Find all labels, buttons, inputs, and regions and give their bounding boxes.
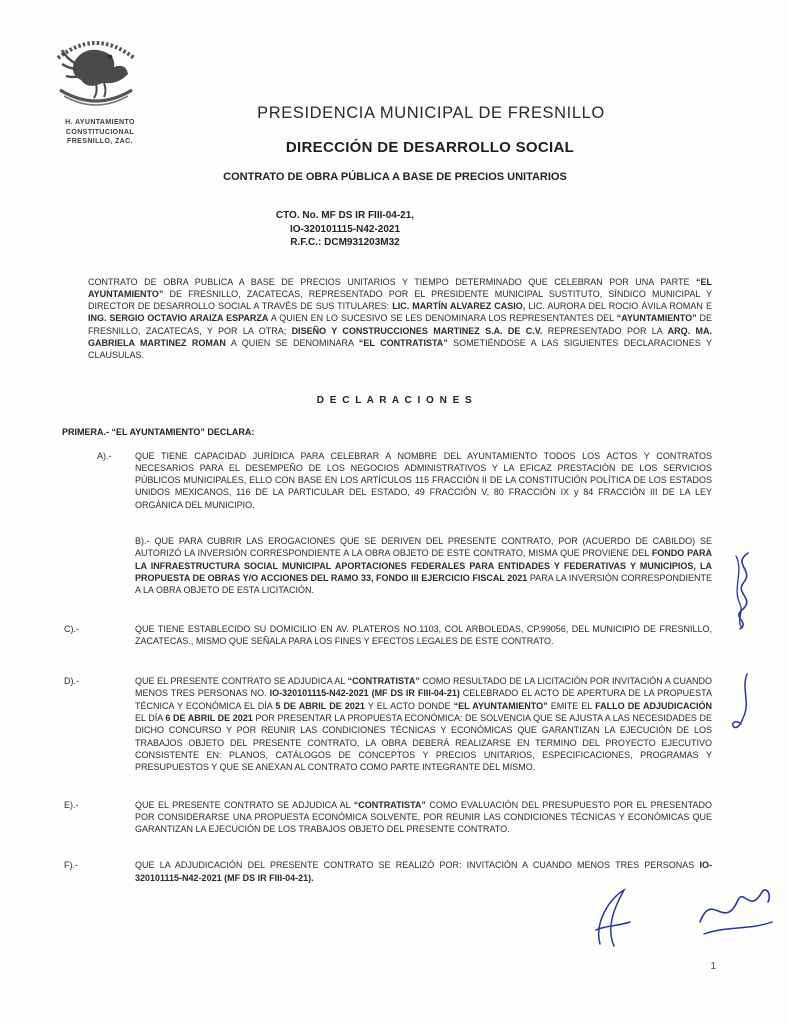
- clause-c-row: [64, 623, 712, 648]
- contract-type-heading: CONTRATO DE OBRA PÚBLICA A BASE DE PRECIOS UNITARIOS: [223, 171, 567, 183]
- clause-f-label: F).-: [64, 860, 78, 871]
- page-number: 1: [710, 961, 716, 972]
- signature-ink-mark-3: [590, 886, 638, 950]
- signature-ink-mark-1: [714, 550, 766, 632]
- municipal-seal-icon: [44, 24, 148, 116]
- clause-d-body: QUE EL PRESENTE CONTRATO SE ADJUDICA AL “CONTRATISTA” COMO RESULTADO DE LA LICITACIÓN POR INVITACIÓN A CUANDO MENOS TRES PERSONAS NO. IO-320101115-N42-2021 (MF DS IR FIII-04-21) CELEBRADO EL ACTO DE APERTURA DE LA PROPUESTA TÉCNICA Y ECONÓMICA EL DÍA 5 DE ABRIL DE 2021 Y EL ACTO DONDE “EL AYUNTAMIENTO” EMITE EL FALLO DE ADJUDICACIÓN EL DÍA 6 DE ABRIL DE 2021 POR PRESENTAR LA PROPUESTA ECONÓMICA: DE SOLVENCIA QUE SE AJUSTA A LAS NECESIDADES DE DICHO CONCURSO Y POR REUNIR LAS CONDICIONES TÉCNICAS Y ECONÓMICAS QUE GARANTIZAN LA EJECUCIÓN DE LOS TRABAJOS OBJETO DEL PRESENTE CONTRATO, LA OBRA DEBERÁ REALIZARSE EN TERMINO DEL PROYECTO EJECUTIVO CONSISTENTE EN: PLANOS, CATÁLOGOS DE CONCEPTOS Y PRECIOS UNITARIOS, ESPECIFICACIONES, PROGRAMAS Y PRESUPUESTOS Y QUE SE ANEXAN AL CONTRATO COMO PARTE INTEGRANTE DEL MISMO.: [135, 676, 713, 773]
- clause-a-label: A).-: [97, 450, 112, 461]
- clause-f-row: [64, 859, 712, 884]
- contract-number-line: IO-320101115-N42-2021: [289, 223, 401, 235]
- primera-declaration-heading: PRIMERA.- “EL AYUNTAMIENTO” DECLARA:: [62, 426, 255, 437]
- contract-rfc-line: R.F.C.: DCM931203M32: [290, 237, 400, 248]
- seal-caption-line: H. AYUNTAMIENTO: [65, 119, 135, 126]
- seal-caption: [32, 118, 168, 147]
- clause-d-label: D).-: [64, 676, 79, 687]
- signature-ink-mark-2: [727, 672, 761, 734]
- department-subtitle: DIRECCIÓN DE DESARROLLO SOCIAL: [285, 139, 575, 156]
- clause-f-body: QUE LA ADJUDICACIÓN DEL PRESENTE CONTRATO SE REALIZÓ POR: INVITACIÓN A CUANDO MENOS TRES PERSONAS IO-320101115-N42-2021 (MF DS IR FIII-04-21).: [135, 860, 712, 883]
- clause-c-body: QUE TIENE ESTABLECIDO SU DOMICILIO EN AV. PLATEROS NO.1103, COL ARBOLEDAS, CP.99056, DEL MUNICIPIO DE FRESNILLO, ZACATECAS., MISMO QUE SEÑALA PARA LOS FINES Y EFECTOS LEGALES DE ESTE CONTRATO.: [135, 623, 712, 646]
- clause-e-label: E).-: [64, 799, 79, 810]
- clause-e-body: QUE EL PRESENTE CONTRATO SE ADJUDICA AL “CONTRATISTA” COMO EVALUACIÓN DEL PRESUPUESTO POR EL PRESENTADO POR CONSIDERARSE UNA PROPUESTA ECONÓMICA SOLVENTE, POR REUNIR LAS CONDICIONES TÉCNICAS Y ECONÓMICAS QUE GARANTIZAN LA EJECUCIÓN DE LOS TRABAJOS OBJETO DEL PRESENTE CONTRATO.: [135, 799, 712, 835]
- contract-number-block: [0, 209, 690, 250]
- intro-paragraph: CONTRATO DE OBRA PUBLICA A BASE DE PRECIOS UNITARIOS Y TIEMPO DETERMINADO QUE CELEBRAN POR UNA PARTE “EL AYUNTAMIENTO” DE FRESNILLO, ZACATECAS, REPRESENTADO POR EL PRESIDENTE MUNICIPAL SUSTITUTO, SÍNDICO MUNICIPAL Y DIRECTOR DE DESARROLLO SOCIAL A TRAVÉS DE SUS TITULARES: LIC. MARTÍN ALVAREZ CASIO, LIC. AURORA DEL ROCIO ÁVILA ROMAN E ING. SERGIO OCTAVIO ARAIZA ESPARZA A QUIEN EN LO SUCESIVO SE LES DENOMINARA LOS REPRESENTANTES DEL “AYUNTAMIENTO” DE FRESNILLO, ZACATECAS, Y POR LA OTRA; DISEÑO Y CONSTRUCCIONES MARTINEZ S.A. DE C.V. REPRESENTADO POR LA ARQ. MA. GABRIELA MARTINEZ ROMAN A QUIEN SE DENOMINARA “EL CONTRATISTA” SOMETIÉNDOSE A LAS SIGUIENTES DECLARACIONES Y CLAUSULAS.: [88, 276, 713, 361]
- signature-ink-mark-4: [694, 880, 778, 946]
- seal-caption-line: FRESNILLO, ZAC.: [67, 138, 133, 145]
- seal-caption-line: CONSTITUCIONAL: [65, 128, 135, 136]
- clause-b-label: B).-: [135, 536, 150, 547]
- clause-d-row: [64, 675, 712, 773]
- clause-b-row: [135, 535, 712, 596]
- clause-e-row: [64, 799, 712, 836]
- declarations-heading: D E C L A R A C I O N E S: [316, 394, 474, 406]
- clause-a-body: QUE TIENE CAPACIDAD JURÍDICA PARA CELEBRAR A NOMBRE DEL AYUNTAMIENTO TODOS LOS ACTOS Y CONTRATOS NECESARIOS PARA EL DESEMPEÑO DE LOS NEGOCIOS ADMINISTRATIVOS Y LA EFICAZ PRESTACIÓN DE LOS SERVICIOS PÚBLICOS MUNICIPALES, ELLO CON BASE EN LOS ARTÍCULOS 115 FRACCIÓN II DE LA CONSTITUCIÓN POLÍTICA DE LOS ESTADOS UNIDOS MEXICANOS, 116 DE LA PARTICULAR DEL ESTADO, 49 FRACCIÓN V, 80 FRACCIÓN IX y 84 FRACCIÓN III DE LA LEY ORGÁNICA DEL MUNICIPIO.: [135, 450, 712, 510]
- clause-b-body: QUE PARA CUBRIR LAS EROGACIONES QUE SE DERIVEN DEL PRESENTE CONTRATO, POR (ACUERDO DE CABILDO) SE AUTORIZÓ LA INVERSIÓN CORRESPONDIENTE A LA OBRA OBJETO DE ESTE CONTRATO, MISMA QUE PROVIENE DEL FONDO PARA LA INFRAESTRUCTURA SOCIAL MUNICIPAL APORTACIONES FEDERALES PARA ENTIDADES Y FEDERATIVAS Y MUNICIPIOS, LA PROPUESTA DE OBRAS Y/O ACCIONES DEL RAMO 33, FONDO III EJERCICIO FISCAL 2021 PARA LA INVERSIÓN CORRESPONDIENTE A LA OBRA OBJETO DE ESTA LICITACIÓN.: [135, 536, 712, 596]
- contract-number-line: CTO. No. MF DS IR FIII-04-21,: [275, 210, 415, 221]
- clause-c-label: C).-: [64, 623, 79, 634]
- document-title: PRESIDENCIA MUNICIPAL DE FRESNILLO: [257, 104, 605, 122]
- clause-a-row: [64, 450, 712, 511]
